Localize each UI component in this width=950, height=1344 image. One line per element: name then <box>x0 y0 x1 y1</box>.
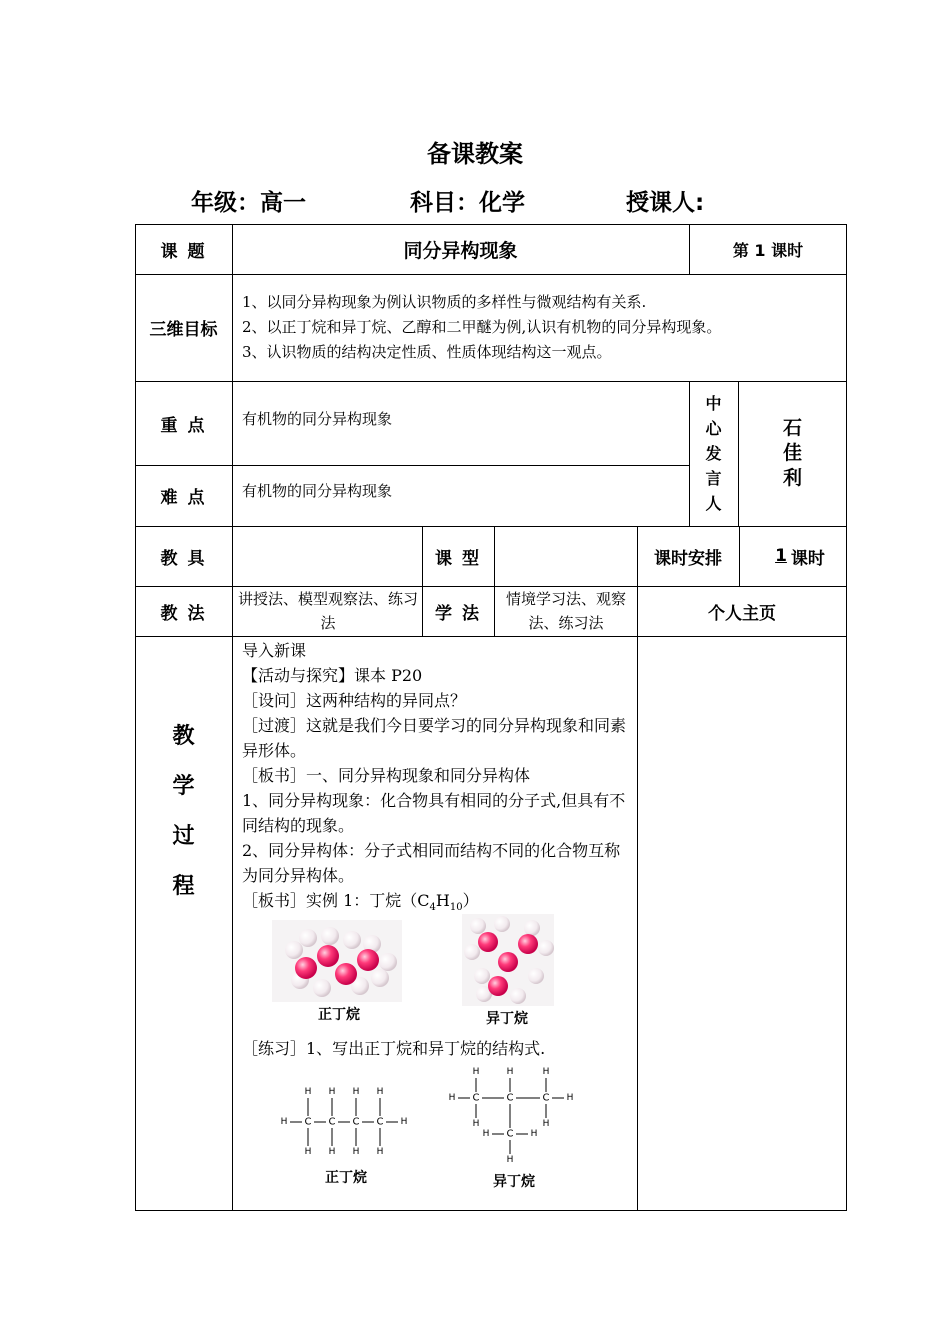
speaker-label-char: 心 <box>705 419 722 438</box>
process-label-char: 程 <box>172 874 195 899</box>
speaker-name <box>738 381 847 526</box>
goals-list <box>242 290 842 365</box>
hydrogen-atom: H <box>352 1087 360 1097</box>
hydrogen-atom: H <box>376 1147 384 1157</box>
isobutane-model-label: 异丁烷 <box>486 1011 528 1027</box>
hydrogen-atom: H <box>530 1129 538 1139</box>
process-line: 【活动与探究】课本 P20 <box>242 666 423 685</box>
row-line <box>135 274 847 275</box>
hydrogen-atom: H <box>542 1119 550 1129</box>
col-line <box>232 224 233 1211</box>
topic-value: 同分异构现象 <box>403 239 518 262</box>
carbon-atom: C <box>376 1116 384 1128</box>
learning-method-value: 情境学习法、观察法、练习法 <box>505 590 626 632</box>
process-line: ［练习］1、写出正丁烷和异丁烷的结构式. <box>242 1039 546 1058</box>
process-line: 2、同分异构体：分子式相同而结构不同的化合物互称为同分异构体。 <box>242 841 621 885</box>
goals-label: 三维目标 <box>149 320 218 340</box>
isobutane-formula-label: 异丁烷 <box>493 1174 535 1190</box>
goal-item: 3、认识物质的结构决定性质、性质体现结构这一观点。 <box>242 343 612 361</box>
formula-subscript: 4 <box>429 902 436 914</box>
process-line <box>242 888 634 920</box>
hydrogen-atom: H <box>506 1067 514 1077</box>
process-line: ［板书］一、同分异构现象和同分异构体 <box>242 766 531 785</box>
schedule-label: 课时安排 <box>654 548 722 569</box>
formula-text: ） <box>462 891 479 910</box>
hydrogen-atom: H <box>482 1129 490 1139</box>
speaker-label-char: 中 <box>705 394 722 413</box>
process-line: 导入新课 <box>242 641 307 660</box>
hydrogen-atom: H <box>328 1147 336 1157</box>
hydrogen-atom: H <box>328 1087 336 1097</box>
formula-text: ［板书］实例 1：丁烷（C <box>242 891 430 910</box>
process-content <box>242 638 634 920</box>
key-point-value: 有机物的同分异构现象 <box>242 410 393 428</box>
process-line: ［设问］这两种结构的异同点？ <box>242 691 467 710</box>
process-label-char: 学 <box>172 774 195 799</box>
isobutane-ball-model <box>462 914 554 1006</box>
hydrogen-atom: H <box>304 1087 312 1097</box>
lesson-type-label: 课 型 <box>435 548 481 569</box>
n-butane-ball-model <box>272 920 402 1002</box>
speaker-label-char: 人 <box>705 494 722 513</box>
speaker-name-char: 石 <box>782 417 802 439</box>
exercise-block <box>242 1036 634 1061</box>
speaker-label <box>689 381 738 526</box>
schedule-number: 1 <box>775 546 787 566</box>
schedule-unit: 课时 <box>790 548 825 569</box>
hydrogen-atom: H <box>472 1119 480 1129</box>
speaker-label-char: 发 <box>705 444 722 463</box>
homepage-link[interactable]: 个人主页 <box>708 603 776 624</box>
hydrogen-atom: H <box>506 1155 514 1165</box>
document-title: 备课教案 <box>427 140 523 168</box>
hydrogen-atom: H <box>376 1087 384 1097</box>
learning-method-label: 学 法 <box>435 603 481 624</box>
n-butane-formula-label: 正丁烷 <box>325 1170 367 1186</box>
carbon-atom: C <box>352 1116 360 1128</box>
hydrogen-atom: H <box>566 1093 574 1103</box>
hydrogen-atom: H <box>304 1147 312 1157</box>
schedule-value <box>739 526 847 586</box>
speaker-name-char: 佳 <box>782 442 802 464</box>
process-label <box>135 712 232 912</box>
hydrogen-atom: H <box>352 1147 360 1157</box>
speaker-label-char: 言 <box>705 469 722 488</box>
col-line <box>494 526 495 636</box>
process-line: ［过渡］这就是我们今日要学习的同分异构现象和同素异形体。 <box>242 716 627 760</box>
speaker-name-char: 利 <box>782 467 802 489</box>
carbon-atom: C <box>506 1128 514 1140</box>
hydrogen-atom: H <box>448 1093 456 1103</box>
teaching-method-label: 教 法 <box>160 603 207 624</box>
carbon-atom: C <box>472 1092 480 1104</box>
teaching-method-value: 讲授法、模型观察法、练习法 <box>238 590 419 632</box>
hydrogen-atom: H <box>400 1117 408 1127</box>
formula-text: H <box>435 891 450 910</box>
carbon-atom: C <box>542 1092 550 1104</box>
difficulty-label: 难 点 <box>160 488 207 508</box>
n-butane-structural-formula <box>272 1076 422 1166</box>
difficulty-value: 有机物的同分异构现象 <box>242 482 393 500</box>
n-butane-model-label: 正丁烷 <box>318 1007 360 1023</box>
grade-label: 年级：高一 <box>191 190 306 216</box>
goal-item: 2、以正丁烷和异丁烷、乙醇和二甲醚为例,认识有机物的同分异构现象。 <box>242 318 722 336</box>
hydrogen-atom: H <box>472 1067 480 1077</box>
process-label-char: 过 <box>172 824 195 849</box>
formula-subscript: 10 <box>449 902 463 914</box>
process-label-char: 教 <box>172 724 195 749</box>
lesson-number: 第 1 课时 <box>732 240 804 260</box>
hydrogen-atom: H <box>280 1117 288 1127</box>
key-point-label: 重 点 <box>160 415 207 436</box>
topic-label: 课 题 <box>160 241 207 262</box>
goal-item: 1、以同分异构现象为例认识物质的多样性与微观结构有关系. <box>242 293 647 311</box>
carbon-atom: C <box>304 1116 312 1128</box>
carbon-atom: C <box>328 1116 336 1128</box>
tools-label: 教 具 <box>160 548 207 569</box>
hydrogen-atom: H <box>542 1067 550 1077</box>
subject-label: 科目：化学 <box>410 190 525 216</box>
teacher-label: 授课人: <box>626 190 705 216</box>
process-line: 1、同分异构现象：化合物具有相同的分子式,但具有不同结构的现象。 <box>242 791 626 835</box>
row-line <box>135 636 847 637</box>
isobutane-structural-formula <box>442 1062 582 1172</box>
carbon-atom: C <box>506 1092 514 1104</box>
